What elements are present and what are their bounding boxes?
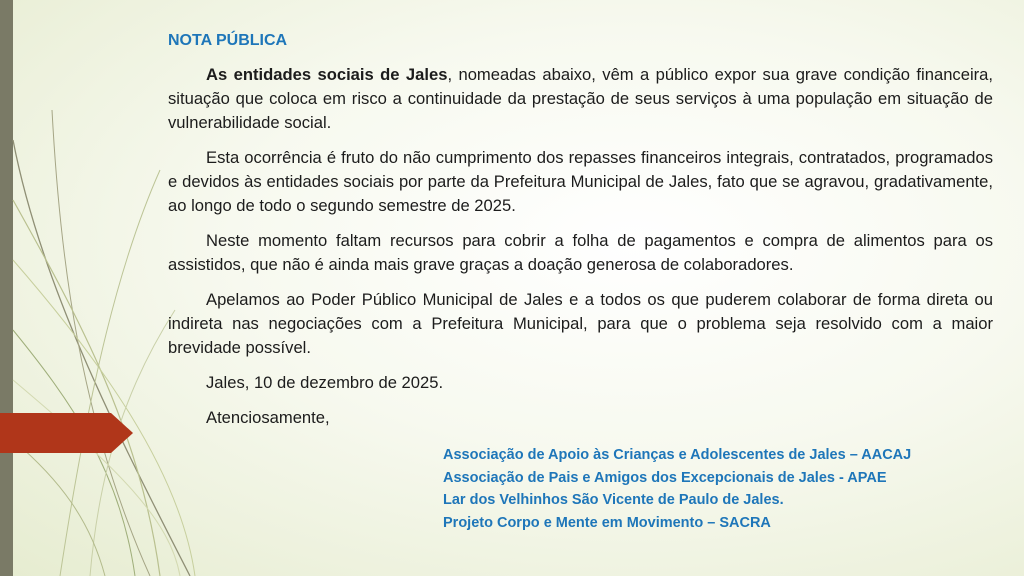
signatory-apae: Associação de Pais e Amigos dos Excepcionais de Jales - APAE bbox=[443, 469, 887, 486]
date-line: Jales, 10 de dezembro de 2025. bbox=[206, 373, 444, 392]
signatory-lar-dos-velhinhos: Lar dos Velhinhos São Vicente de Paulo de Jales. bbox=[443, 492, 784, 508]
paragraph-2: Esta ocorrência é fruto do não cumprimento dos repasses financeiros integrais, contratados, programados e devidos às entidades sociais por parte da Prefeitura Municipal de Jales, fato que se agravou, gradativamente, ao longo de todo o segundo semestre de 2025. bbox=[168, 148, 993, 215]
paragraph-3: Neste momento faltam recursos para cobrir a folha de pagamentos e compra de alimentos para os assistidos, que não é ainda mais grave graças a doação generosa de colaboradores. bbox=[168, 231, 993, 274]
paragraph-1-bold: As entidades sociais de Jales bbox=[206, 65, 448, 84]
notice-body bbox=[168, 63, 993, 430]
paragraph-1 bbox=[168, 63, 993, 135]
closing-line: Atenciosamente, bbox=[206, 408, 330, 427]
signatory-aacaj: Associação de Apoio às Crianças e Adolescentes de Jales – AACAJ bbox=[443, 447, 912, 463]
paragraph-1-text: , nomeadas abaixo, vêm a público expor sua grave condição financeira, situação que coloca em risco a continuidade da prestação de seus serviços à uma população em situação de vulnerabilidade social. bbox=[168, 65, 993, 132]
arrow-tab-decoration bbox=[0, 413, 133, 453]
page-title: NOTA PÚBLICA bbox=[168, 32, 288, 49]
signatories-list bbox=[443, 444, 911, 534]
paragraph-4: Apelamos ao Poder Público Municipal de Jales e a todos os que puderem colaborar de forma direta ou indireta nas negociações com a Prefeitura Municipal, para que o problema seja resolvido com a maior brevidade possível. bbox=[168, 290, 993, 357]
signatory-sacra: Projeto Corpo e Mente em Movimento – SACRA bbox=[443, 514, 771, 531]
